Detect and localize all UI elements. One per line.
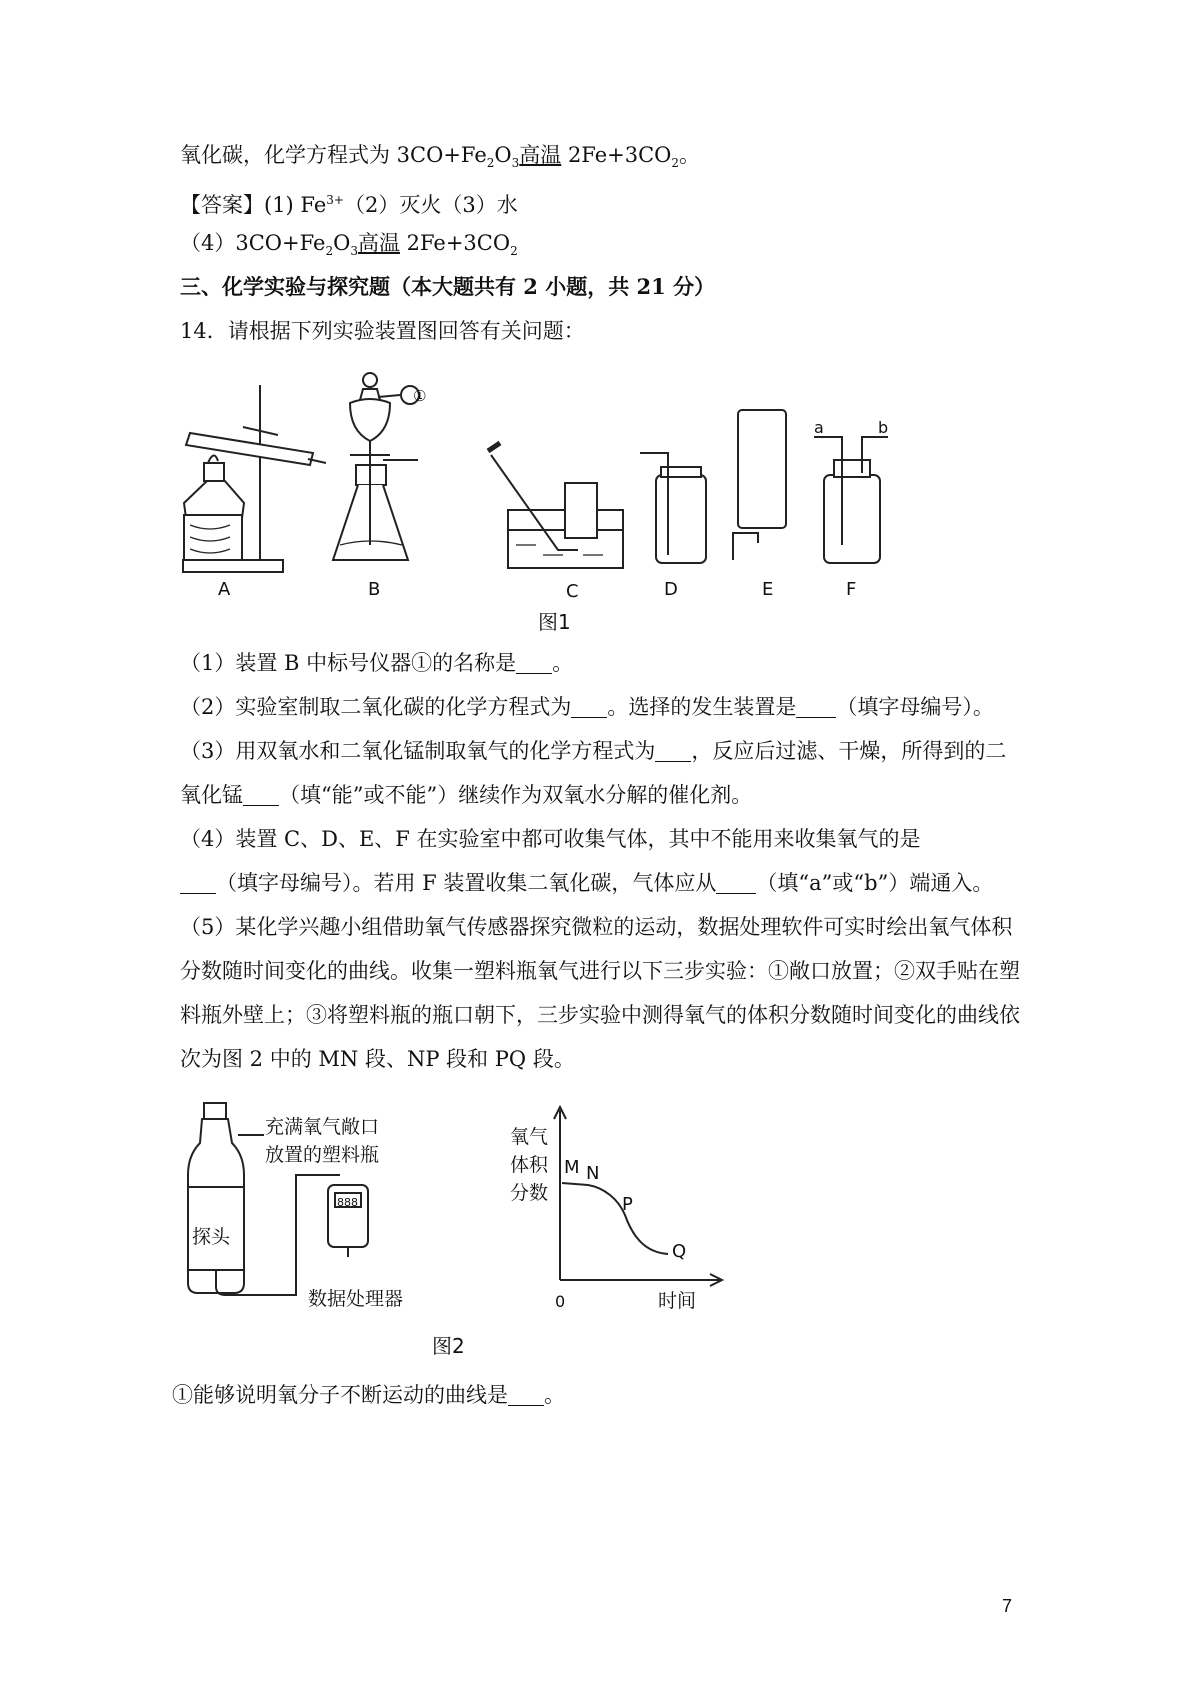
text-line-equation: [180, 140, 700, 178]
question-text: （3）用双氧水和二氧化锰制取氧气的化学方程式为: [180, 739, 656, 763]
answer-line: [180, 185, 518, 220]
subscript: 2: [510, 244, 518, 259]
y-axis-label-1: 氧气: [510, 1126, 549, 1148]
answer-blank[interactable]: [508, 1383, 544, 1406]
apparatus-c: [488, 443, 623, 568]
question-text: （4）装置 C、D、E、F 在实验室中都可收集气体，其中不能用来收集氧气的是: [180, 827, 921, 851]
origin-label: 0: [555, 1292, 566, 1311]
equation-text: O: [494, 143, 512, 167]
answer-blank[interactable]: [180, 871, 216, 894]
question-5-line-4: 次为图 2 中的 MN 段、NP 段和 PQ 段。: [180, 1047, 575, 1071]
apparatus-label: E: [762, 579, 774, 600]
apparatus-f: [814, 437, 888, 563]
figure-2-oxygen-sensor: [180, 1095, 740, 1325]
answer-blank[interactable]: [571, 695, 607, 718]
apparatus-label: A: [218, 579, 231, 600]
apparatus-d: [640, 453, 706, 563]
port-a-label: a: [814, 418, 824, 437]
probe-label: 探头: [192, 1226, 231, 1248]
question-4: [180, 824, 921, 854]
apparatus-a: [183, 385, 326, 572]
answer-text: 【答案】(1) Fe: [180, 193, 327, 217]
question-text: ，反应后过滤、干燥，所得到的二: [691, 739, 1007, 763]
answer-blank[interactable]: [655, 739, 691, 762]
marker-1: ①: [413, 387, 427, 405]
y-axis-label-2: 体积: [510, 1154, 549, 1176]
equation-text: 。: [679, 143, 701, 167]
question-text: 。选择的发生装置是: [607, 695, 797, 719]
section-heading: 三、化学实验与探究题（本大题共有 2 小题，共 21 分）: [180, 274, 716, 299]
processor-display: 888: [337, 1196, 358, 1209]
question-5-line-1: （5）某化学兴趣小组借助氧气传感器探究微粒的运动，数据处理软件可实时绘出氧气体积: [180, 915, 1013, 939]
equation-text: 氧化碳，化学方程式为 3CO+Fe: [180, 143, 487, 167]
question-5-part-1: [172, 1380, 565, 1410]
answer-blank[interactable]: [796, 695, 836, 718]
question-2: [180, 692, 994, 722]
point-m-label: M: [564, 1157, 580, 1178]
reaction-condition: 高温: [357, 231, 400, 255]
figure-1-apparatus: [178, 355, 938, 625]
question-4-cont: [180, 868, 993, 898]
reaction-condition: 高温: [519, 143, 562, 167]
apparatus-e: [733, 410, 786, 560]
question-14: 14．请根据下列实验装置图回答有关问题：: [180, 319, 585, 343]
page-number: 7: [1001, 1596, 1012, 1616]
port-b-label: b: [878, 418, 889, 437]
answer-text: 2Fe+3CO: [399, 231, 511, 255]
bottle-label-line-2: 放置的塑料瓶: [265, 1144, 380, 1166]
point-q-label: Q: [672, 1241, 687, 1262]
apparatus-label: B: [368, 579, 381, 600]
apparatus-label: C: [566, 581, 579, 602]
answer-line-4: [180, 228, 518, 266]
x-axis-label: 时间: [658, 1290, 697, 1312]
question-text: 。: [544, 1383, 565, 1407]
question-3-cont: [180, 780, 752, 810]
point-p-label: P: [622, 1194, 633, 1215]
bottle-label-line-1: 充满氧气敞口: [265, 1116, 380, 1138]
question-3: [180, 736, 1006, 766]
subscript: 2: [325, 244, 334, 259]
figure-1-caption: 图1: [538, 610, 571, 634]
question-5-line-2: 分数随时间变化的曲线。收集一塑料瓶氧气进行以下三步实验：①敞口放置；②双手贴在塑: [180, 959, 1020, 983]
question-text: 氧化锰: [180, 783, 243, 807]
question-text: （填字母编号）。: [836, 695, 994, 719]
question-text: （填“a”或“b”）端通入。: [756, 871, 994, 895]
graph-axes: [554, 1107, 722, 1286]
answer-text: （2）灭火（3）水: [343, 193, 518, 217]
apparatus-b: [333, 373, 419, 560]
answer-blank[interactable]: [516, 651, 552, 674]
equation-text: 2Fe+3CO: [561, 143, 672, 167]
question-text: （填“能”或不能”）继续作为双氧水分解的催化剂。: [279, 783, 753, 807]
oxygen-curve: [562, 1183, 668, 1254]
point-n-label: N: [586, 1163, 600, 1184]
answer-blank[interactable]: [716, 871, 756, 894]
question-text: （2）实验室制取二氧化碳的化学方程式为: [180, 695, 572, 719]
subscript: 2: [671, 156, 680, 171]
answer-blank[interactable]: [243, 783, 279, 806]
figure-2-caption: 图2: [432, 1334, 465, 1358]
answer-text: （4）3CO+Fe: [180, 231, 326, 255]
question-text: （填字母编号）。若用 F 装置收集二氧化碳，气体应从: [216, 871, 717, 895]
question-text: （1）装置 B 中标号仪器①的名称是: [180, 651, 517, 675]
question-text: ①能够说明氧分子不断运动的曲线是: [172, 1383, 508, 1407]
question-1: [180, 648, 573, 678]
processor-label: 数据处理器: [308, 1288, 404, 1310]
y-axis-label-3: 分数: [510, 1182, 549, 1204]
question-text: 。: [552, 651, 574, 675]
apparatus-label: F: [846, 579, 857, 600]
answer-text: O: [333, 231, 351, 255]
superscript: 3+: [326, 193, 344, 207]
apparatus-label: D: [664, 579, 678, 600]
subscript: 3: [511, 156, 520, 171]
question-5-line-3: 料瓶外壁上；③将塑料瓶的瓶口朝下，三步实验中测得氧气的体积分数随时间变化的曲线依: [180, 1003, 1020, 1027]
subscript: 3: [350, 244, 358, 259]
subscript: 2: [486, 156, 495, 171]
